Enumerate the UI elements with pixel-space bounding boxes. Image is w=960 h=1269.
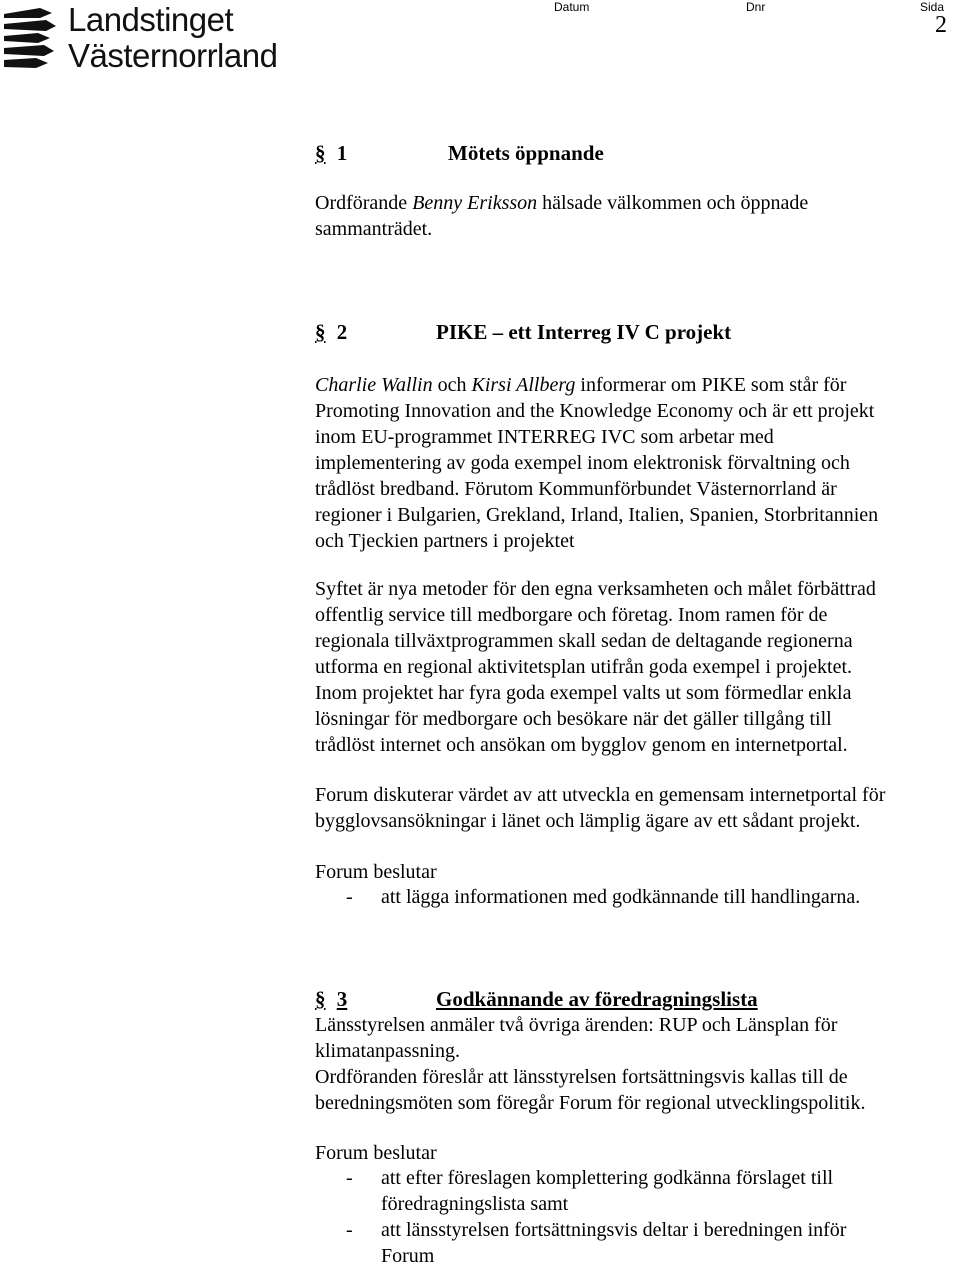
text-line: bygglovsansökningar i länet och lämplig ägare av ett sådant projekt. (315, 810, 861, 832)
text-line: offentlig service till medborgare och företag. Inom ramen för de (315, 604, 828, 626)
decision-text (381, 1217, 846, 1269)
decision-text: att lägga informationen med godkännande till handlingarna. (381, 886, 861, 908)
section-2-decision-item (346, 884, 946, 910)
text-line: att efter föreslagen komplettering godkänna förslaget till (381, 1167, 834, 1189)
organization-name (68, 2, 277, 74)
decision-text (381, 1165, 833, 1217)
list-dash: - (346, 886, 353, 908)
section-2-symbol: § (315, 320, 326, 344)
org-name-line-1: Landstinget (68, 1, 234, 38)
text-line: Ordföranden föreslår att länsstyrelsen fortsättningsvis kallas till de (315, 1066, 848, 1088)
page-number: 2 (935, 12, 947, 38)
text-line: klimatanpassning. (315, 1040, 460, 1062)
section-2-title: PIKE – ett Interreg IV C projekt (436, 320, 732, 344)
org-name-line-2: Västernorrland (68, 37, 278, 74)
section-1-title: Mötets öppnande (448, 141, 604, 165)
organization-logo (2, 1, 302, 74)
text-line: utforma en regional aktivitetsplan utifrån goda exempel i projektet. (315, 656, 853, 678)
presenter-name-2: Kirsi Allberg (471, 374, 576, 396)
text-span: Ordförande (315, 192, 413, 214)
section-1-heading (315, 141, 347, 166)
text-line: och Tjeckien partners i projektet (315, 530, 575, 552)
text-line: Forum (381, 1245, 435, 1267)
presenter-name-1: Charlie Wallin (315, 374, 433, 396)
text-line: Forum diskuterar värdet av att utveckla en gemensam internetportal för (315, 784, 886, 806)
text-line: trådlöst internet och ansökan om bygglov genom en internetportal. (315, 734, 848, 756)
text-span: hälsade välkommen och öppnade (537, 192, 809, 214)
text-line: föredragningslista samt (381, 1193, 569, 1215)
section-3-decision-item-2 (346, 1217, 946, 1269)
text-line: Länsstyrelsen anmäler två övriga ärenden: RUP och Länsplan för (315, 1014, 838, 1036)
section-2-number: 2 (336, 320, 348, 344)
text-line: beredningsmöten som föregår Forum för regional utvecklingspolitik. (315, 1092, 866, 1114)
dnr-label: Dnr (746, 0, 766, 14)
text-line: inom EU-programmet INTERREG IVC som arbetar med (315, 426, 774, 448)
section-3-symbol: § (315, 987, 326, 1011)
text-line (315, 372, 878, 398)
section-1-paragraph (315, 190, 808, 242)
text-line: att länsstyrelsen fortsättningsvis deltar i beredningen inför (381, 1219, 847, 1241)
section-3-decision-label: Forum beslutar (315, 1142, 437, 1164)
section-1-number: 1 (336, 141, 348, 165)
section-3-decision-item-1 (346, 1165, 946, 1217)
text-line: regioner i Bulgarien, Grekland, Irland, Italien, Spanien, Storbritannien (315, 504, 879, 526)
text-line: implementering av goda exempel inom elektronisk förvaltning och (315, 452, 850, 474)
text-line: Inom projektet har fyra goda exempel valts ut som förmedlar enkla (315, 682, 852, 704)
list-dash: - (346, 1219, 353, 1241)
section-2-decision-label: Forum beslutar (315, 861, 437, 883)
section-3-heading (315, 987, 347, 1012)
text-span: informerar om PIKE som står för (575, 374, 847, 396)
section-2-paragraph-2 (315, 576, 876, 758)
section-2-paragraph-3 (315, 782, 885, 834)
section-3-number: 3 (336, 987, 348, 1011)
section-1-line-2: sammanträdet. (315, 218, 433, 240)
chair-name: Benny Eriksson (412, 192, 538, 214)
section-2-paragraph-1 (315, 372, 878, 554)
text-line: regionala tillväxtprogrammen skall sedan de deltagande regionerna (315, 630, 853, 652)
section-3-title: Godkännande av föredragningslista (436, 987, 758, 1011)
datum-label: Datum (554, 0, 590, 14)
fish-emblem-icon (2, 6, 58, 72)
list-dash: - (346, 1167, 353, 1189)
text-span: och (432, 374, 472, 396)
sida-label: Sida (920, 0, 945, 14)
text-line: trådlöst bredband. Förutom Kommunförbundet Västernorrland är (315, 478, 837, 500)
text-line: lösningar för medborgare och besökare när det gäller tillgång till (315, 708, 832, 730)
text-line: Promoting Innovation and the Knowledge Economy och är ett projekt (315, 400, 875, 422)
section-2-heading (315, 320, 347, 345)
section-3-paragraph (315, 1012, 865, 1116)
section-1-line-1 (315, 190, 808, 216)
section-1-symbol: § (315, 141, 326, 165)
text-line: Syftet är nya metoder för den egna verksamheten och målet förbättrad (315, 578, 876, 600)
